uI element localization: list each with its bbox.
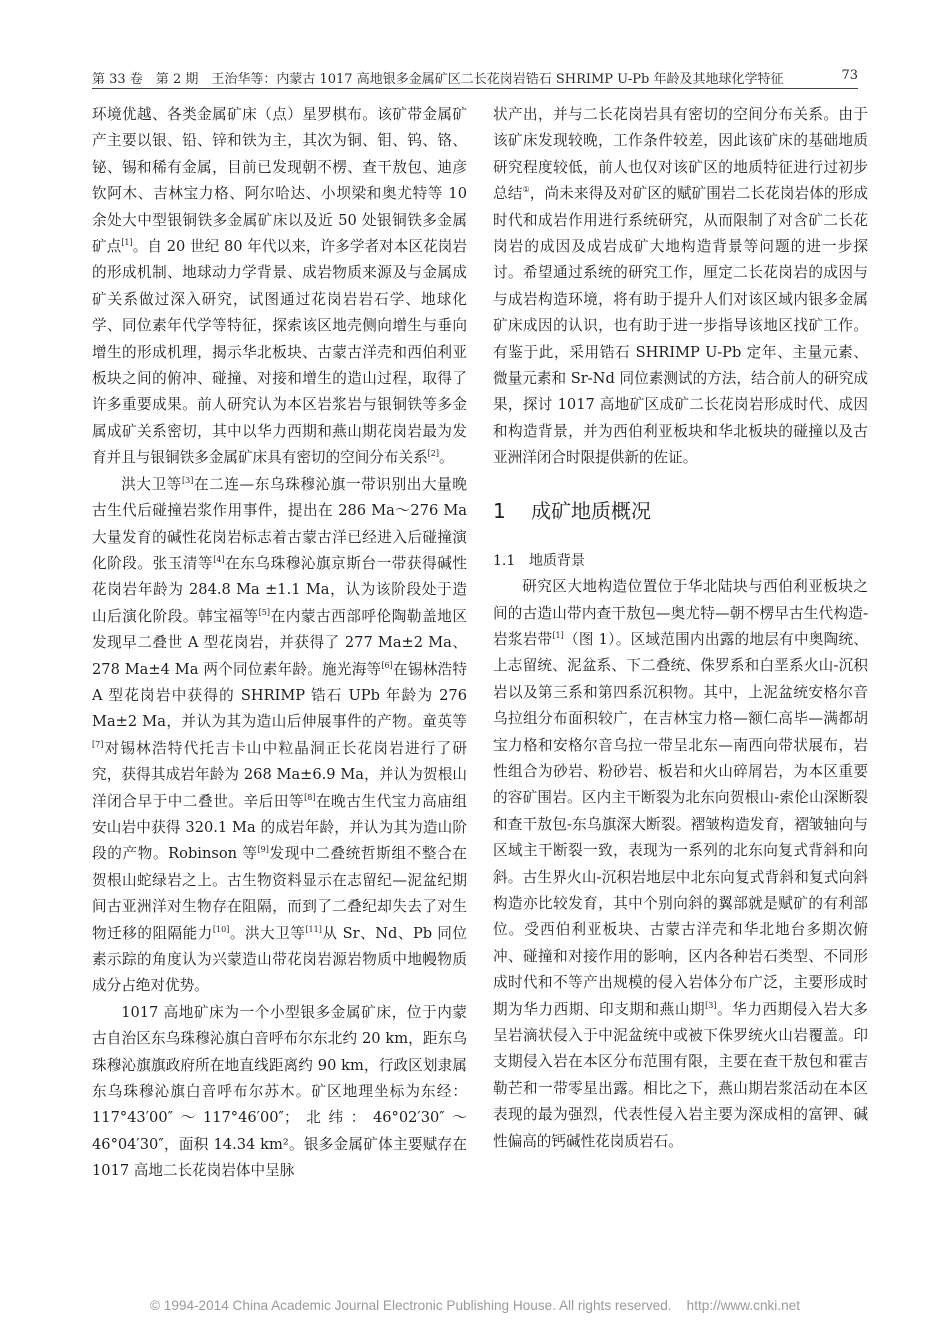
right-column (493, 102, 868, 1155)
citation-marker: [2] (427, 449, 440, 459)
section-number: 1 (493, 498, 506, 523)
citation-marker: ① (522, 185, 530, 195)
citation-marker: [7] (92, 739, 104, 749)
citation-marker: [10] (212, 924, 230, 934)
paragraph: 研究区大地构造位置位于华北陆块与西伯利亚板块之间的古造山带内查干敖包—奥尤特—朝不楞早古生代构造-岩浆岩带[1]（图 1）。区域范围内出露的地层有中奥陶统、上志留统、泥盆系、下二叠统、侏罗系和白垩系火山-沉积岩以及第三系和第四系沉积物。其中，上泥盆统安格尔音乌拉组分布面积较广，在吉林宝力格—额仁高毕—满都胡宝力格和安格尔音乌拉一带呈北东—南西向带状展布，岩性组合为砂岩、粉砂岩、板岩和火山碎屑岩，为本区重要的容矿围岩。区内主干断裂为北东向贺根山-索伦山深断裂和查干敖包-东乌旗深大断裂。褶皱构造发育，褶皱轴向与区域主干断裂一致，表现为一系列的北东向复式背斜和向斜。古生界火山-沉积岩地层中北东向复式背斜和复式向斜构造亦比较发育，其中个别向斜的翼部就是赋矿的有利部位。受西伯利亚板块、古蒙古洋壳和华北地台多期次俯冲、碰撞和对接作用的影响，区内各种岩石类型、不同形成时代和不等产出规模的侵入岩体分布广泛，主要形成时期为华力西期、印支期和燕山期[3]。华力西期侵入岩大多呈岩滴状侵入于中泥盆统中或被下侏罗统火山岩覆盖。印支期侵入岩在本区分布范围有限，主要在查干敖包和霍吉勒芒和一带零星出露。相比之下，燕山期岩浆活动在本区表现的最为强烈，代表性侵入岩主要为深成相的富钾、碱性偏高的钙碱性花岗质岩石。 (493, 578, 868, 1150)
citation-marker: [9] (257, 845, 269, 855)
citation-marker: [3] (705, 1000, 717, 1010)
left-column (92, 102, 467, 1185)
citation-marker: [5] (258, 607, 271, 617)
running-header (92, 66, 858, 89)
subsection-title: 地质背景 (529, 552, 585, 569)
citation-marker: [3] (182, 475, 194, 485)
copyright-footer (0, 1298, 950, 1313)
paragraph: 洪大卫等[3]在二连—东乌珠穆沁旗一带识别出大量晚古生代后碰撞岩浆作用事件，提出在 286 Ma～276 Ma 大量发育的碱性花岗岩标志着古蒙古洋已经进入后碰撞演化阶段。张玉清等[4]在东乌珠穆沁旗京斯台一带获得碱性花岗岩年龄为 284.8 Ma ±1.1 Ma，认为该阶段处于造山后演化阶段。韩宝福等[5]在内蒙古西部呼伦陶勒盖地区发现早二叠世 A 型花岗岩，并获得了 277 Ma±2 Ma、278 Ma±4 Ma 两个同位素年龄。施光海等[6]在锡林浩特 A 型花岗岩中获得的 SHRIMP 锆石 UPb 年龄为 276 Ma±2 Ma，并认为其为造山后伸展事件的产物。童英等[7]对锡林浩特代托吉卡山中粒晶洞正长花岗岩进行了研究，获得其成岩年龄为 268 Ma±6.9 Ma，并认为贺根山洋闭合早于中二叠世。辛后田等[8]在晚古生代宝力高庙组安山岩中获得 320.1 Ma 的成岩年龄，并认为其为造山阶段的产物。Robinson 等[9]发现中二叠统哲斯组不整合在贺根山蛇绿岩之上。古生物资料显示在志留纪—泥盆纪期间古亚洲洋对生物存在阻隔，而到了二叠纪却失去了对生物迁移的阻隔能力[10]。洪大卫等[11]从 Sr、Nd、Pb 同位素示踪的角度认为兴蒙造山带花岗岩源岩物质中地幔物质成分占绝对优势。 (92, 475, 467, 995)
citation-marker: [4] (213, 554, 225, 564)
citation-marker: [6] (381, 660, 393, 670)
citation-marker: [1] (121, 238, 133, 248)
citation-marker: [1] (552, 630, 564, 640)
subsection-heading (493, 548, 868, 574)
header-citation: 第 33 卷 第 2 期 王治华等：内蒙古 1017 高地银多金属矿区二长花岗岩锆石 SHRIMP U-Pb 年龄及其地球化学特征 (92, 72, 784, 87)
citation-marker: [11] (305, 924, 322, 934)
copyright-text: © 1994-2014 China Academic Journal Electronic Publishing House. All rights reserved. (149, 1298, 672, 1313)
paragraph: 状产出，并与二长花岗岩具有密切的空间分布关系。由于该矿床发现较晚，工作条件较差，因此该矿床的基础地质研究程度较低，前人也仅对该矿区的地质特征进行过初步总结①，尚未来得及对矿区的赋矿围岩二长花岗岩体的形成时代和成岩作用进行系统研究，从而限制了对含矿二长花岗岩的成因及成岩成矿大地构造背景等问题的进一步探讨。希望通过系统的研究工作，厘定二长花岗岩的成因与与成岩构造环境，将有助于提升人们对该区域内银多金属矿床成因的认识，也有助于进一步指导该地区找矿工作。有鉴于此，采用锆石 SHRIMP U-Pb 定年、主量元素、微量元素和 Sr-Nd 同位素测试的方法，结合前人的研究成果，探讨 1017 高地矿区成矿二长花岗岩形成时代、成因和构造背景，并为西伯利亚板块和华北板块的碰撞以及古亚洲洋闭合时限提供新的佐证。 (493, 106, 868, 467)
site-url: http://www.cnki.net (686, 1298, 801, 1313)
citation-marker: [8] (304, 792, 316, 802)
subsection-number: 1.1 (493, 552, 516, 569)
section-title: 成矿地质概况 (531, 498, 651, 523)
paragraph: 环境优越、各类金属矿床（点）星罗棋布。该矿带金属矿产主要以银、铅、锌和铁为主，其次为铜、钼、钨、铬、铋、锡和稀有金属，目前已发现朝不楞、查干敖包、迪彦钦阿木、吉林宝力格、阿尔哈达、小坝梁和奥尤特等 10 余处大中型银铜铁多金属矿床以及近 50 处银铜铁多金属矿点[1]。自 20 世纪 80 年代以来，许多学者对本区花岗岩的形成机制、地球动力学背景、成岩物质来源及与金属成矿关系做过深入研究，试图通过花岗岩岩石学、地球化学、同位素年代学等特征，探索该区地壳侧向增生与垂向增生的形成机理，揭示华北板块、古蒙古洋壳和西伯利亚板块之间的俯冲、碰撞、对接和增生的造山过程，取得了许多重要成果。前人研究认为本区岩浆岩与银铜铁等多金属成矿关系密切，其中以华力西期和燕山期花岗岩最为发育并且与银铜铁多金属矿床具有密切的空间分布关系[2]。 (92, 106, 467, 467)
section-heading (493, 496, 868, 526)
paragraph: 1017 高地矿床为一个小型银多金属矿床，位于内蒙古自治区东乌珠穆沁旗白音呼布尔东北约 20 km，距东乌珠穆沁旗旗政府所在地直线距离约 90 km，行政区划隶属东乌珠穆沁旗白音呼布尔苏木。矿区地理坐标为东经：117°43′00″～117°46′00″；北纬：46°02′30″～46°04′30″，面积 14.34 km²。银多金属矿体主要赋存在 1017 高地二长花岗岩体中呈脉 (92, 1003, 467, 1180)
page-number: 73 (841, 68, 858, 83)
